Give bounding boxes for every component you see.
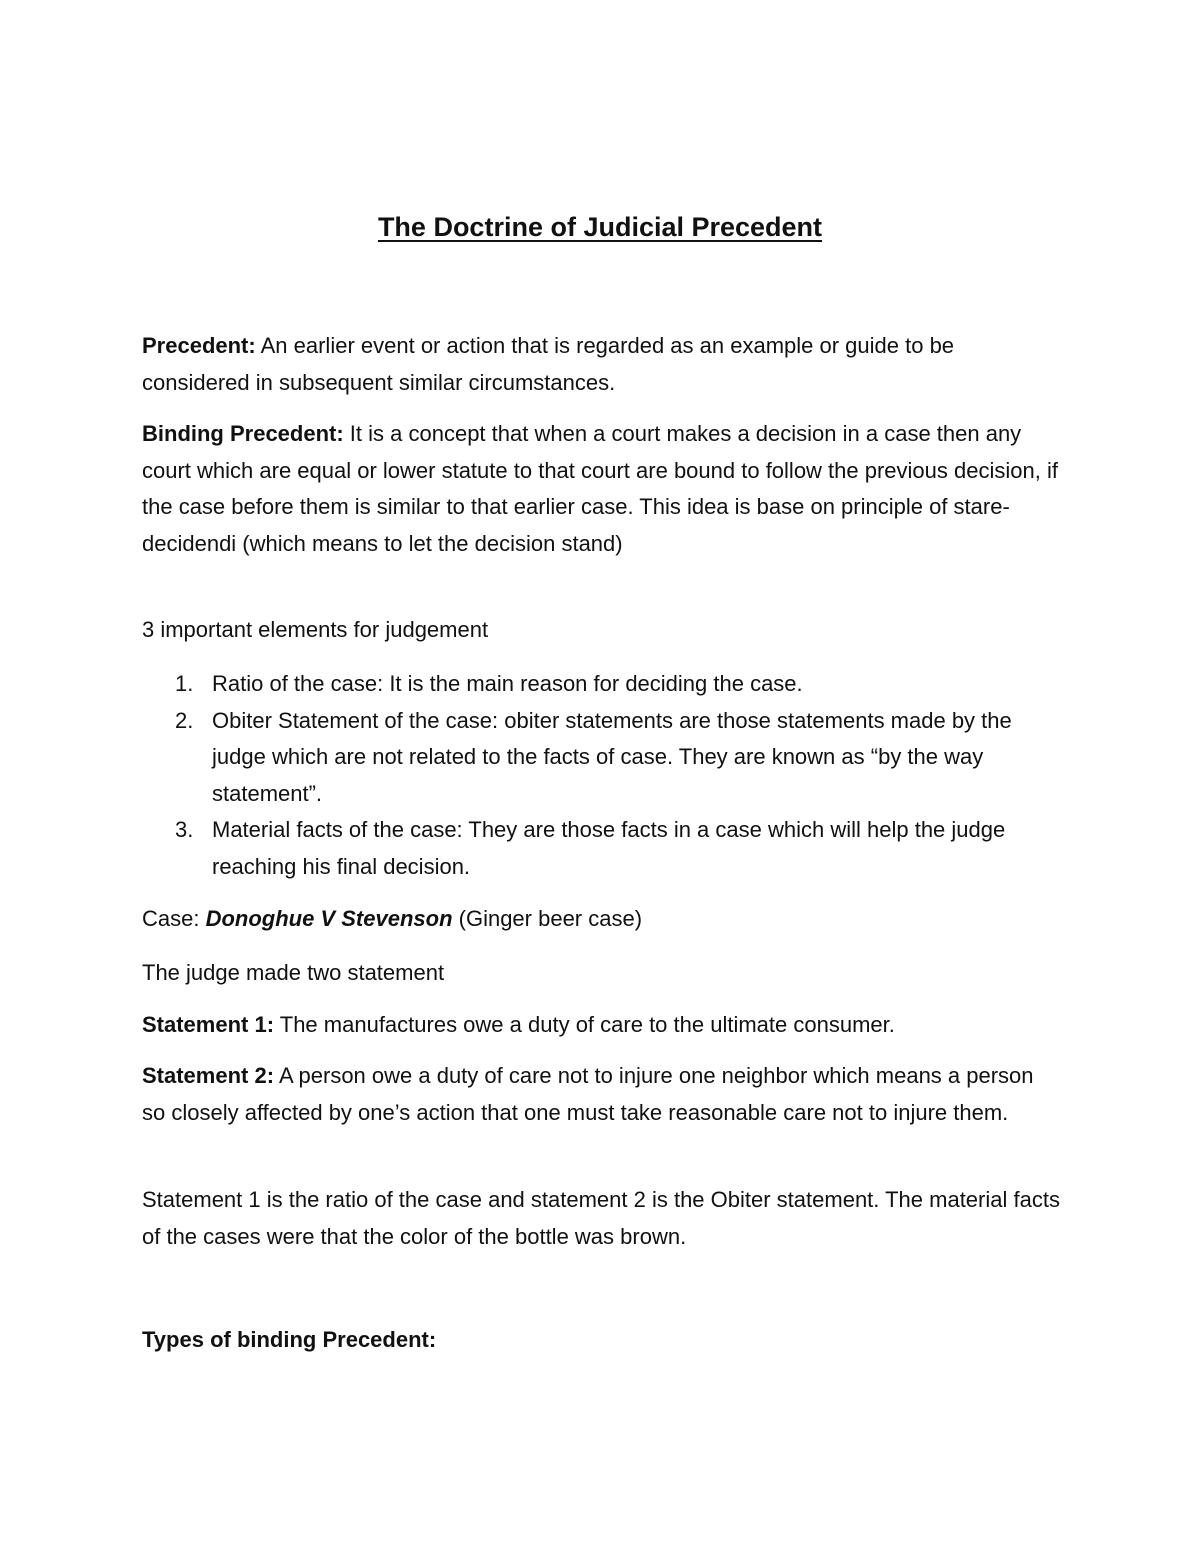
list-item bbox=[142, 666, 1062, 703]
elements-intro: 3 important elements for judgement bbox=[142, 617, 489, 642]
elements-list bbox=[142, 666, 1062, 885]
conclusion-paragraph: Statement 1 is the ratio of the case and statement 2 is the Obiter statement. The material facts of the cases were that the color of the bottle was brown. bbox=[142, 1187, 1060, 1249]
precedent-text: An earlier event or action that is regarded as an example or guide to be considered in subsequent similar circumstances. bbox=[142, 333, 955, 395]
statement-1 bbox=[142, 1007, 1062, 1044]
types-heading: Types of binding Precedent: bbox=[142, 1327, 437, 1352]
list-item-text: Obiter Statement of the case: obiter statements are those statements made by the judge which are not related to the facts of case. They are known as “by the way statement”. bbox=[212, 707, 1012, 806]
precedent-definition bbox=[142, 328, 1062, 401]
judge-statement-intro: The judge made two statement bbox=[142, 960, 445, 985]
case-line bbox=[142, 901, 1062, 938]
binding-precedent-text: It is a concept that when a court makes a decision in a case then any court which are equal or lower statute to that court are bound to follow the previous decision, if the case before them is similar to that earlier case. This idea is base on principle of stare-decidendi (which means to let the decision stand) bbox=[142, 421, 1058, 556]
list-item bbox=[142, 703, 1062, 813]
case-name: Donoghue V Stevenson bbox=[205, 906, 453, 931]
case-prefix: Case: bbox=[142, 906, 206, 931]
document-title: The Doctrine of Judicial Precedent bbox=[377, 212, 823, 242]
list-item-number: 1. bbox=[175, 671, 194, 696]
statement-2-text: A person owe a duty of care not to injure one neighbor which means a person so closely affected by one’s action that one must take reasonable care not to injure them. bbox=[142, 1063, 1034, 1125]
precedent-label: Precedent: bbox=[142, 333, 256, 358]
statement-1-text: The manufactures owe a duty of care to the ultimate consumer. bbox=[274, 1012, 895, 1037]
statement-1-label: Statement 1: bbox=[142, 1012, 275, 1037]
list-item-text: Ratio of the case: It is the main reason for deciding the case. bbox=[212, 671, 803, 696]
list-item bbox=[142, 812, 1062, 885]
list-item-text: Material facts of the case: They are those facts in a case which will help the judge reaching his final decision. bbox=[212, 817, 1006, 879]
statement-2-label: Statement 2: bbox=[142, 1063, 275, 1088]
binding-precedent-label: Binding Precedent: bbox=[142, 421, 344, 446]
binding-precedent-definition bbox=[142, 416, 1062, 562]
list-item-number: 2. bbox=[175, 707, 194, 733]
case-suffix: (Ginger beer case) bbox=[452, 906, 643, 931]
statement-2 bbox=[142, 1058, 1062, 1131]
list-item-number: 3. bbox=[175, 817, 194, 842]
